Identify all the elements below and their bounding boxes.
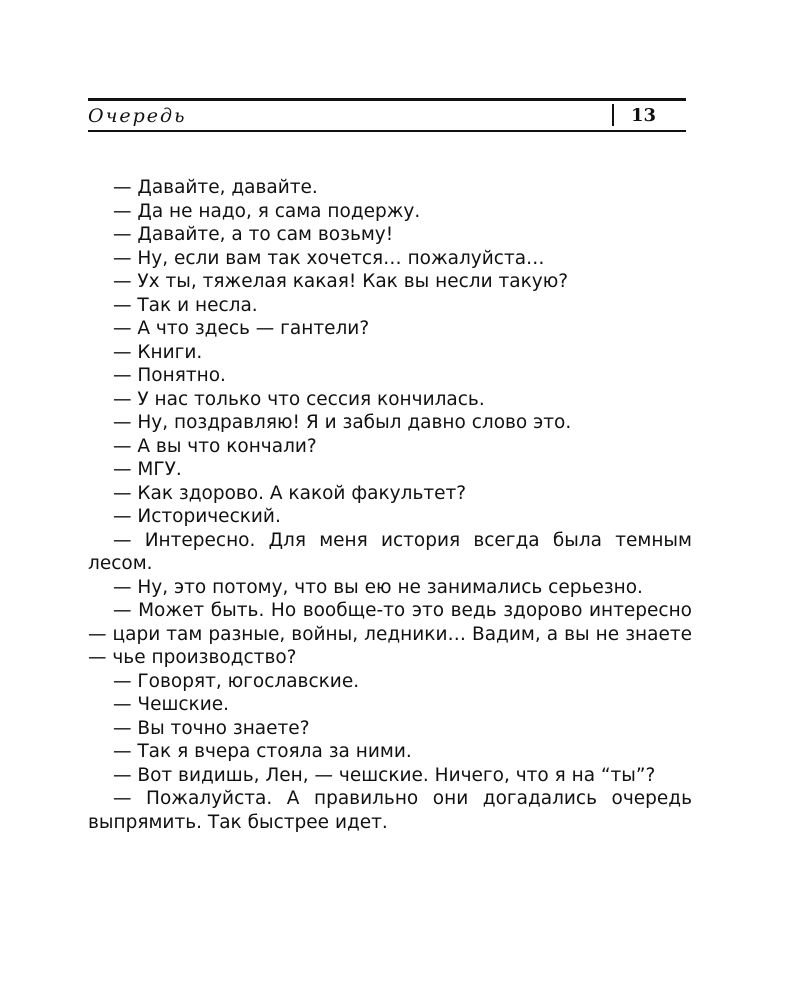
paragraph: — Ух ты, тяжелая какая! Как вы несли такую? xyxy=(113,271,569,292)
paragraph: — Исторический. xyxy=(113,506,281,527)
paragraph: — Давайте, давайте. xyxy=(113,177,318,198)
paragraph: — Как здорово. А какой факультет? xyxy=(113,482,467,504)
paragraph: — Чешские. xyxy=(113,694,230,715)
paragraph: — Да не надо, я сама подержу. xyxy=(113,200,421,222)
running-head-title: Очередь xyxy=(88,105,187,127)
paragraph: — Ну, поздравляю! Я и забыл давно слово это. xyxy=(113,412,572,433)
running-head xyxy=(88,98,686,132)
paragraph: — А что здесь — гантели? xyxy=(113,318,370,339)
page-number: 13 xyxy=(630,105,656,126)
paragraph: — Давайте, а то сам возьму! xyxy=(113,224,394,245)
paragraph: — Ну, если вам так хочется… пожалуйста… xyxy=(113,247,545,269)
running-head-separator xyxy=(612,104,614,126)
paragraph: — Понятно. xyxy=(113,365,226,386)
body-text xyxy=(88,176,692,834)
paragraph: — Может быть. Но вообще-то это ведь здорово интересно — цари там разные, войны, ледники… Вадим, а вы не знаете — чье производство? xyxy=(88,600,692,668)
paragraph: — Говорят, югославские. xyxy=(113,670,360,692)
paragraph: — У нас только что сессия кончилась. xyxy=(113,388,485,410)
paragraph: — МГУ. xyxy=(113,459,182,480)
paragraph: — Книги. xyxy=(113,341,203,363)
paragraph: — Так и несла. xyxy=(113,294,258,316)
paragraph: — Интересно. Для меня история всегда была темным лесом. xyxy=(88,529,692,574)
paragraph: — Так я вчера стояла за ними. xyxy=(113,741,412,762)
paragraph: — А вы что кончали? xyxy=(113,435,317,457)
paragraph: — Вы точно знаете? xyxy=(113,717,310,739)
paragraph: — Вот видишь, Лен, — чешские. Ничего, что я на “ты”? xyxy=(113,764,656,786)
paragraph: — Ну, это потому, что вы ею не занимались серьезно. xyxy=(113,576,643,598)
paragraph: — Пожалуйста. А правильно они догадались очередь выпрямить. Так быстрее идет. xyxy=(88,788,692,833)
